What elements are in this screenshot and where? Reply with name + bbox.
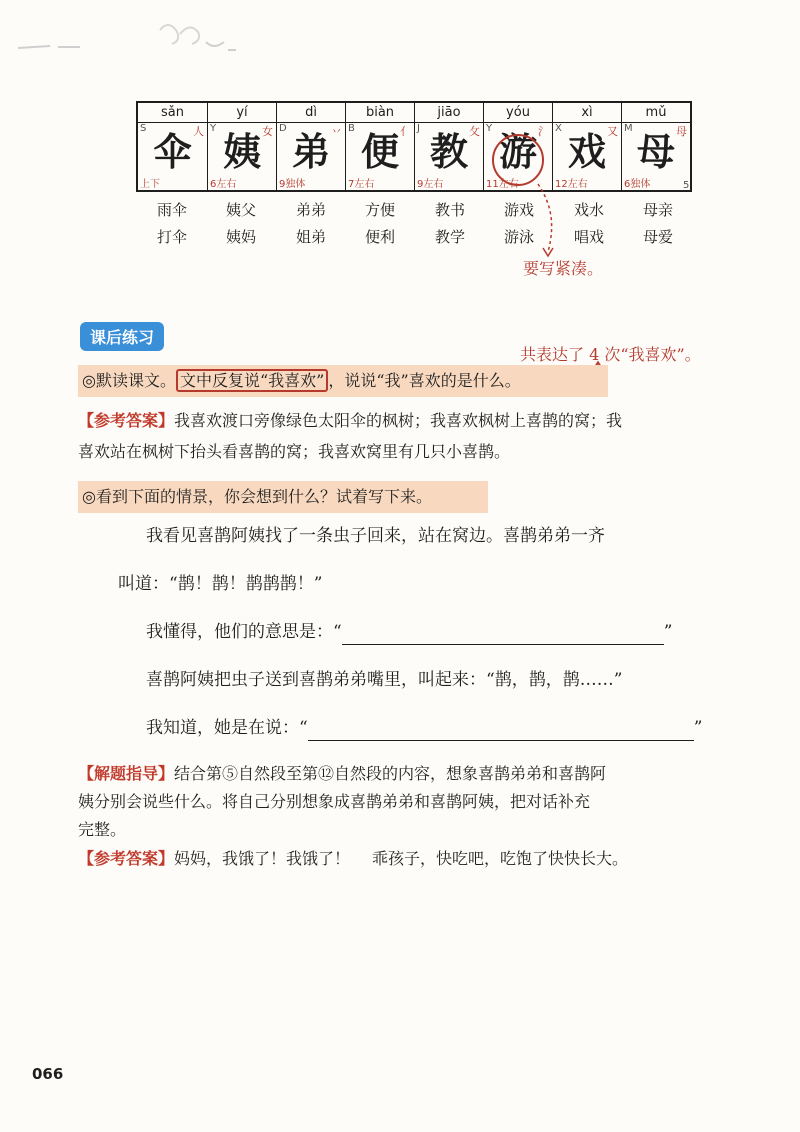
answer-2-label: 【参考答案】 <box>78 849 175 868</box>
char-radical: 亻 <box>400 125 411 138</box>
char-pinyin: mǔ <box>645 105 667 120</box>
char-pinyin: dì <box>305 105 317 120</box>
char-cell <box>552 103 621 190</box>
char-strokes: 7左右 <box>348 179 375 190</box>
answer-2-text1: 妈妈，我饿了！我饿了！ <box>174 849 351 868</box>
answer-1 <box>78 405 728 467</box>
char-pinyin: sǎn <box>161 105 184 120</box>
char-cell <box>207 103 276 190</box>
char-cell <box>138 103 207 190</box>
answer-blank-1[interactable] <box>342 624 664 645</box>
word: 母爱 <box>642 228 673 246</box>
character-grid <box>136 101 692 192</box>
char-letter: Y <box>486 123 493 134</box>
annotation-compact: 要写紧凑。 <box>523 259 604 278</box>
answer-2-text2: 乖孩子，快吃吧，吃饱了快快长大。 <box>372 849 629 868</box>
char-letter: J <box>417 123 420 134</box>
word: 游泳 <box>503 228 534 246</box>
char-radical: 女 <box>262 125 273 138</box>
story-line-1: 我看见喜鹊阿姨找了一条虫子回来，站在窝边。喜鹊弟弟一齐 <box>146 526 605 546</box>
story-line-5 <box>146 715 702 741</box>
char-strokes: 9独体 <box>279 179 306 190</box>
char-letter: X <box>555 123 562 134</box>
answer-1-line2: 喜欢站在枫树下抬头看喜鹊的窝；我喜欢窝里有几只小喜鹊。 <box>78 442 511 461</box>
char-letter: B <box>348 123 355 134</box>
word-pair <box>345 197 415 251</box>
word: 方便 <box>364 201 395 219</box>
char-strokes: 12左右 <box>555 179 588 190</box>
answer-1-line1: 我喜欢渡口旁像绿色太阳伞的枫树；我喜欢枫树上喜鹊的窝；我 <box>174 411 623 430</box>
char-cell <box>276 103 345 190</box>
close-quote-2: ” <box>693 718 703 738</box>
word: 姨父 <box>225 201 256 219</box>
char-cell <box>414 103 483 190</box>
char-letter: Y <box>210 123 217 134</box>
char-radical: 人 <box>193 125 204 138</box>
word: 姐弟 <box>295 228 326 246</box>
word: 唱戏 <box>573 228 604 246</box>
q1-prefix: ◎默读课文。 <box>82 371 176 390</box>
char-radical: 氵 <box>538 125 549 138</box>
story-line-3 <box>146 619 672 645</box>
char-hanzi: 游 <box>498 129 537 174</box>
story-line-3-prefix: 我懂得，他们的意思是：“ <box>146 622 342 642</box>
word-pair <box>623 197 693 251</box>
word: 雨伞 <box>156 201 187 219</box>
guide-line2: 姨分别会说些什么。将自己分别想象成喜鹊弟弟和喜鹊阿姨，把对话补充 <box>78 792 591 811</box>
char-strokes: 11左右 <box>486 179 519 190</box>
word: 打伞 <box>156 228 187 246</box>
char-hanzi: 戏 <box>567 129 606 174</box>
grid-end-number: 5 <box>683 180 690 191</box>
guide-label: 【解题指导】 <box>78 764 175 783</box>
word: 母亲 <box>642 201 673 219</box>
word: 戏水 <box>573 201 604 219</box>
q1-boxed-text: 文中反复说“我喜欢” <box>176 369 328 392</box>
word-pair <box>415 197 485 251</box>
char-hanzi: 姨 <box>222 129 261 174</box>
char-letter: M <box>624 123 633 134</box>
word: 教书 <box>434 201 465 219</box>
story-line-4: 喜鹊阿姨把虫子送到喜鹊弟弟嘴里，叫起来：“鹊，鹊，鹊……” <box>146 670 623 690</box>
story-line-5-prefix: 我知道，她是在说：“ <box>146 718 308 738</box>
word: 便利 <box>364 228 395 246</box>
word: 姨妈 <box>225 228 256 246</box>
char-hanzi: 母 <box>636 129 675 174</box>
char-strokes: 6独体 <box>624 179 651 190</box>
answer-1-label: 【参考答案】 <box>78 411 175 430</box>
word: 弟弟 <box>295 201 326 219</box>
solution-guide <box>78 760 728 844</box>
guide-line1: 结合第⑤自然段至第⑫自然段的内容，想象喜鹊弟弟和喜鹊阿 <box>174 764 607 783</box>
char-pinyin: yóu <box>506 105 530 120</box>
question-2: ◎看到下面的情景，你会想到什么？试着写下来。 <box>78 481 488 513</box>
annotation-count: 共表达了 4 次“我喜欢”。 <box>520 345 701 364</box>
highlight-circle-you <box>492 134 544 186</box>
word-pair <box>137 197 207 251</box>
char-radical: 丷 <box>331 125 342 138</box>
char-strokes: 9左右 <box>417 179 444 190</box>
char-pinyin: biàn <box>365 105 395 120</box>
word: 教学 <box>434 228 465 246</box>
char-strokes: 6左右 <box>210 179 237 190</box>
story-line-2: 叫道：“鹊！鹊！鹊鹊鹊！” <box>118 574 323 594</box>
char-hanzi: 便 <box>360 129 399 174</box>
answer-blank-2[interactable] <box>308 720 694 741</box>
question-1 <box>78 365 608 397</box>
decorative-scribble <box>10 10 240 55</box>
answer-2 <box>78 843 728 874</box>
char-radical: 攵 <box>469 125 480 138</box>
char-hanzi: 弟 <box>291 129 330 174</box>
dashed-arrow <box>530 182 570 262</box>
q1-suffix: ，说说“我”喜欢的是什么。 <box>328 371 521 390</box>
char-hanzi: 伞 <box>153 129 192 174</box>
char-pinyin: jiāo <box>437 105 461 120</box>
word: 游戏 <box>503 201 534 219</box>
char-letter: S <box>140 123 147 134</box>
guide-line3: 完整。 <box>78 820 127 839</box>
page-number: 066 <box>32 1065 64 1083</box>
char-pinyin: xì <box>581 105 593 120</box>
word-pair <box>276 197 346 251</box>
char-radical: 又 <box>607 125 618 138</box>
char-pinyin: yí <box>236 105 248 120</box>
char-cell <box>345 103 414 190</box>
section-badge: 课后练习 <box>80 322 164 351</box>
char-cell <box>621 103 690 190</box>
word-pair <box>206 197 276 251</box>
char-hanzi: 教 <box>429 129 468 174</box>
char-radical: 母 <box>676 125 687 138</box>
close-quote-1: ” <box>663 622 673 642</box>
char-letter: D <box>279 123 287 134</box>
char-strokes: 上下 <box>140 179 160 190</box>
